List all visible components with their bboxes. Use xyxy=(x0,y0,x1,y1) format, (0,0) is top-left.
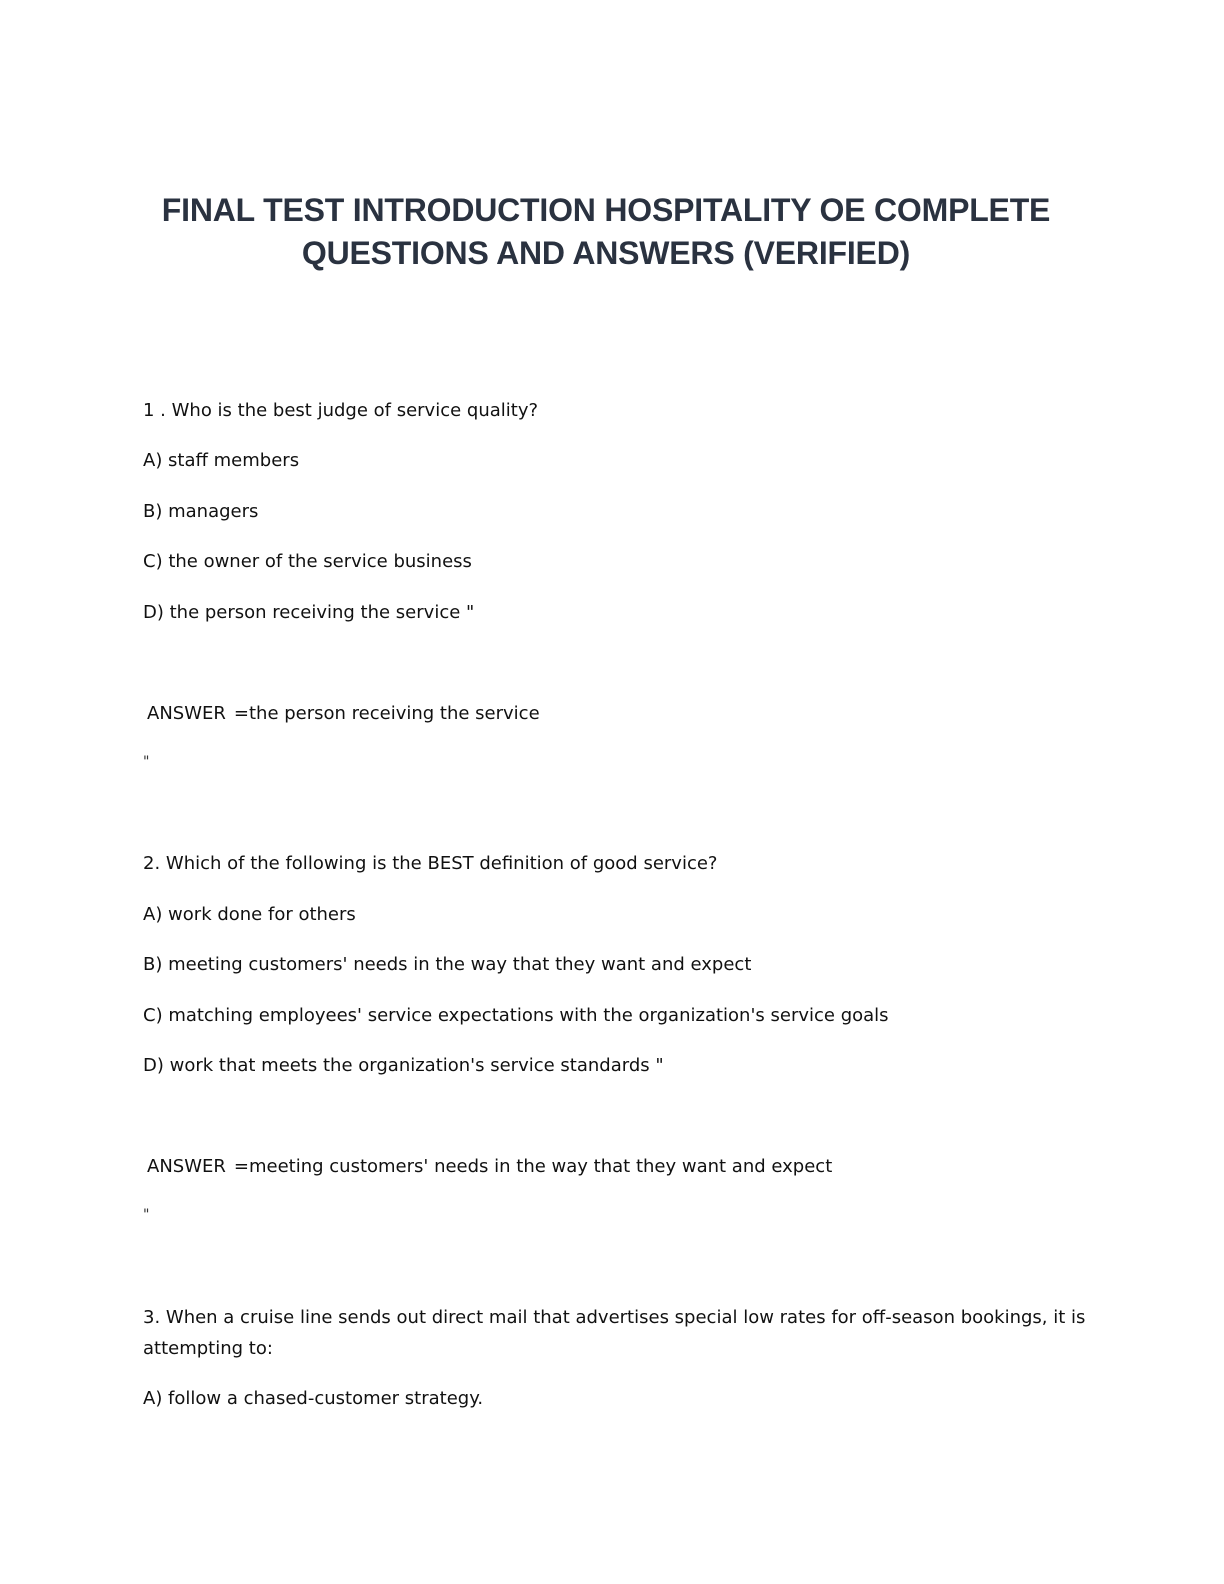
answer-text: =meeting customers' needs in the way that they want and expect xyxy=(233,1156,833,1177)
document-title-line-2: QUESTIONS AND ANSWERS (VERIFIED) xyxy=(301,235,911,271)
question-3-line-2: attempting to: xyxy=(143,1338,273,1359)
question-1-option-a: A) staff members xyxy=(143,450,300,471)
question-2-option-c: C) matching employees' service expectations with the organization's service goals xyxy=(143,1005,889,1026)
answer-label: ANSWER xyxy=(147,1156,226,1177)
question-2-answer xyxy=(147,1155,832,1179)
question-1-option-c: C) the owner of the service business xyxy=(143,551,472,572)
question-1-option-d: D) the person receiving the service " xyxy=(143,602,475,623)
question-3-option-a: A) follow a chased-customer strategy. xyxy=(143,1388,484,1409)
question-1-option-b: B) managers xyxy=(143,501,259,522)
answer-label: ANSWER xyxy=(147,703,226,724)
question-1-answer xyxy=(147,702,540,726)
question-2: 2. Which of the following is the BEST definition of good service? xyxy=(143,853,718,874)
question-2-option-b: B) meeting customers' needs in the way that they want and expect xyxy=(143,954,752,975)
question-2-option-a: A) work done for others xyxy=(143,904,356,925)
question-1: 1 . Who is the best judge of service quality? xyxy=(143,400,539,421)
document-title-line-1: FINAL TEST INTRODUCTION HOSPITALITY OE COMPLETE xyxy=(161,192,1051,228)
question-2-option-d: D) work that meets the organization's service standards " xyxy=(143,1055,664,1076)
question-3-line-1: 3. When a cruise line sends out direct mail that advertises special low rates for off-season bookings, it is xyxy=(143,1307,1086,1328)
question-2-trailing-quote: " xyxy=(143,1207,150,1223)
answer-text: =the person receiving the service xyxy=(233,703,540,724)
question-1-trailing-quote: " xyxy=(143,754,150,770)
